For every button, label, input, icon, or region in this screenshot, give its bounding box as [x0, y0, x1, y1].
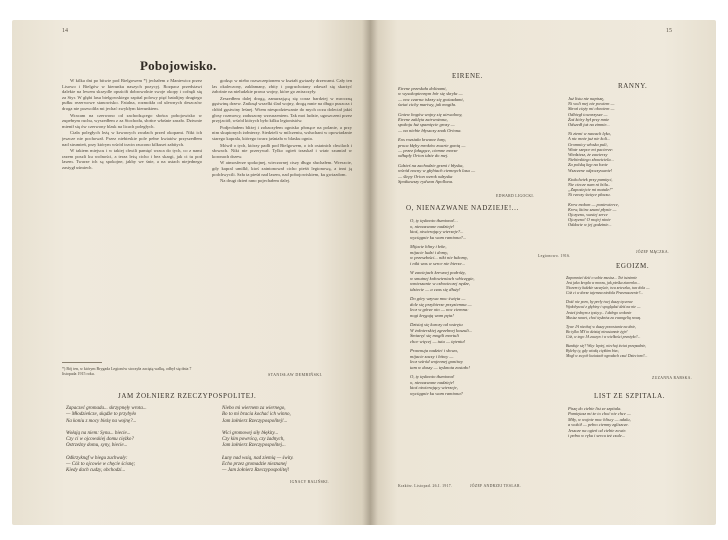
book-gutter	[362, 20, 378, 525]
article-paragraph: W kilka dni po bitwie pod Bielgowem *) jechałem z Maniewicz przez Lisowo i Bielgów w kierunku naszych pozycyj. Rozpacz przedstawi dalekie na lewem skrzydle opuściłi dobrowolnie swoje okopy i cofnęli się za Styr. W głębi lasu bielgowskiego szpital polowy pięć batalijny drugiego pułku rezerwowe stanowisko. Fatalna, rozmokła od ulewnych deszczów droga nie pozwoliła mi jechać zwykłym kierunkiem.	[62, 78, 202, 111]
verse-line: w wysokopiennym bór się skryła —	[398, 91, 463, 97]
poem-title: JAM ŻOŁNIERZ RZECZYPOSPOLITEJ.	[118, 392, 257, 400]
verse-line: Dość nie poro, by perły twej duszy tęczowe	[566, 300, 633, 305]
ranny-verse	[568, 96, 619, 228]
verse-line: lecz w górze oto — noc ciemna:	[410, 307, 469, 312]
verse-line: — noc czarna iskrzy się gwiazdami,	[398, 96, 464, 102]
verse-line: proca kłęby mroków zwarte gonią —	[398, 142, 466, 148]
verse-line: Wiatr szepce mi pacierze:	[568, 146, 614, 152]
verse-line: o, nienazwane nadzieje!	[410, 379, 455, 385]
verse-line: wyciągnie ku wam ramiona?...	[410, 234, 467, 240]
verse-line: mijacie ludzi i domy,	[410, 249, 449, 255]
verse-line: Mijacie bliny i łeke,	[410, 244, 447, 249]
article-column-1	[62, 78, 202, 350]
verse-line: Gromnicy włoska puli,	[568, 141, 608, 147]
verse-line: Zapomnieć dzić o sobie musisz... Też istnienie	[566, 276, 638, 280]
verse-line: Odbiegł towarzysze —	[568, 111, 608, 117]
verse-line: W żołnierskiej zgrzebnej koszuli...	[410, 327, 473, 333]
article-paragraph: Wracam na czerwono od zachodzącego słońca pobojowisko w zupełnym ruchu, wyszedłem z za Stochodu, słońce właśnie zaszło. Dziwnie mienił się ów czerwony blask na licach poległych.	[62, 112, 202, 129]
verse-line: — przez fałagące, ciemne morze	[398, 148, 458, 154]
verse-line: i nikt was w serce nie bierze...	[410, 260, 466, 266]
verse-line: Gdzieś na zachodzie grzmi i błyska,	[398, 162, 464, 168]
list-title: LIST ZE SZPITALA.	[594, 392, 666, 400]
verse-line: Wydobywać z głębiny i spoglądać dziś na nie —	[566, 305, 641, 310]
verse-line: ktoś, otwierający wierzeje?...	[410, 229, 464, 234]
verse-line: Zapaczeć gromada... skrzypnęły wrota...	[66, 406, 147, 411]
verse-line: Ktokolwiek przy pamięci,	[568, 176, 613, 182]
verse-line: a wokół — pełno ciemny zgliszcze.	[568, 422, 629, 428]
verse-line: Ojczyzno! O mojej ninie	[568, 217, 611, 223]
verse-line: Wszczene odpoczywanie!	[568, 167, 613, 173]
verse-line: Skroń cięży mi ołowiem —	[568, 106, 615, 112]
verse-line: Łuny nad wsią, nad ziemią — świty.	[222, 455, 294, 461]
article-paragraph: W takiem miejscu i w takiej chwili pamięć wraca do tych, co z nami razem poszli ku wolności, a teraz leżą cicho i bez skargi, jak ci tu pod lasem. Twarze ich są spokojne, jakby we śnie, a na ustach niejednego zastygł uśmiech.	[62, 148, 202, 170]
poem-signature: IGNACY BALIŃSKI.	[290, 480, 330, 484]
nienazwane-title: O, NIENAZWANE NADZIEJE!...	[406, 204, 519, 212]
verse-line: Miły, w wojnie moc bliscy — adalu,	[568, 416, 631, 422]
verse-line: Gniew bogów wojny się utrwalony,	[398, 111, 463, 117]
verse-line: wmieszanie w człowieczej nędze,	[410, 281, 471, 286]
verse-line: nogi kręgują wam pęta!	[410, 312, 454, 318]
verse-line: Eirene zaklęta zatrwożona,	[398, 117, 448, 123]
article-paragraph: Ciała poległych leżą w krwawych zwałach przed okopami. Nikt ich jeszcze nie pochował. Przez niebieskie pole pełne kwiatów przyszedłem nad strumień, przy którym wśród trzcin rzucono kilkuset zabitych.	[62, 130, 202, 147]
verse-line: A nic mnie już nie koli...	[568, 136, 611, 142]
article-paragraph: Zeszedłem dalej drogą, zanurzającą się coraz bardziej w mroczną gęstwinę drzew. Zniknął wszelki ślad wojny, drogą mnie na długo puszcza i chłód gęstwiny leśnej. Wtem niespodziewanie do mych oczu doleciał jakiś głosy rozmowy, zaduszony wzruszeniem. Tak moi ludzie, ugoszczeni przez przyjaciół, wśród których było kilku legionistów.	[212, 95, 352, 124]
poem-column-1	[66, 406, 147, 475]
verse-line: — Młodzieńcze, skądże to przybyło	[66, 412, 137, 418]
article-paragraph: godząc w niebo rozszczepionem w kształt gwiazdy drzewami. Cały ten las okaleczony, zakłamany, zbity i pogruchotany zdawał się skarżyć żałośnie na nieludzkie prawa wojny, które go zniszczyły.	[212, 78, 352, 95]
verse-line: Śmiaręć się mogili mortuli	[410, 333, 459, 338]
verse-line: Jest jako kropla w morzu, jak pieśka ziarenko...	[566, 281, 640, 286]
verse-line: „Zaposiejcie mi matule!”	[568, 187, 614, 193]
verse-line: Jeszcze na ogień od ciebie zowie.	[568, 427, 627, 433]
ranny-title: RANNY.	[618, 82, 648, 90]
ranny-signature: JÓZEF MĄCZKA.	[636, 250, 670, 254]
verse-line: W zawiejach krewnej podróży,	[410, 270, 466, 275]
verse-line: Bo to mi bracia kochać ich winno,	[222, 412, 291, 418]
verse-line: spokoju łuż spamięcie grozy —	[398, 122, 455, 128]
verse-line: Jesteś jednym z tysięcy... I dałego wołanie	[566, 310, 632, 315]
nienazwane-place-date: Kraków. Listopad. 26.I. 1917.	[398, 484, 453, 488]
article-title: Pobojowisko.	[140, 58, 217, 73]
verse-line: Jam żołnierz Rzeczypospolitej!...	[222, 418, 288, 424]
verse-line: O, ty tęsknoto tłumiona!	[410, 374, 455, 379]
verse-line: Do góry wzywa moc święta —	[410, 296, 466, 301]
verse-line: Byleby ty, gdy wiodą ciężkim biec,	[566, 349, 620, 354]
verse-line: Oddacie w jej godzinie...	[568, 222, 612, 228]
verse-line: Ni woli mej nie powiem —	[568, 101, 615, 107]
footnote-rule	[62, 362, 102, 363]
verse-line: Na koniu z mocy bieżę na wojnę?...	[66, 418, 137, 424]
verse-line: odłupły Orion idzie do mej.	[398, 153, 449, 159]
verse-line: Prawnuja nadziei i słowa,	[410, 348, 458, 353]
verse-line: idziecie — a czas się dłuży!	[410, 286, 461, 292]
article-paragraph: Podjechałem bliżej i zobaczyłem ognisko płonące na polanie, a przy nim skupionych żołnierzy. Siedzieli w milczeniu, wsłuchani w opowiadanie starego kaprala, którego twarz jaśniała w blasku ognia.	[212, 124, 352, 141]
verse-line: Cóż, w tego JA zaczyn i w wielkości przeżyła?...	[566, 334, 641, 339]
verse-line: wyciągnie ku wam ramiona?	[410, 390, 463, 396]
eirene-verse	[398, 86, 475, 185]
nienazwane-verse	[410, 218, 475, 396]
verse-line: Niczem ty ludzkie szczęście, twa zeteczka, twa dola —	[566, 286, 650, 291]
footnote: *) Bój ten, w którym Brygada Legionów stoczyła zaciętą walkę, odbył się dnia 7 listopada 1915 roku.	[62, 366, 192, 376]
verse-line: Odszedł już na zimnie...	[568, 122, 610, 128]
verse-line: Bo tylko MY to dzisiaj nieustannie żyje!	[566, 329, 628, 334]
verse-line: Mogł w swych kwiatach ogrodach czuć Dzieciom?...	[566, 354, 648, 359]
verse-line: Odkrzyknąf w biegu zuchwały:	[66, 455, 128, 461]
verse-line: Piszę do ciebie list ze szpitala.	[568, 406, 622, 411]
verse-line: tam w duszy — tęsknota zostało!	[410, 364, 470, 370]
article-paragraph: Mówił o tych, którzy padli pod Bielgowem, o ich ostatnich chwilach i słowach. Nikt nie przerywał. Tylko ogień trzaskał i wiatr szumiał w koronach drzew.	[212, 142, 352, 159]
verse-line: ktoś otwierający wierzeje,	[410, 385, 458, 390]
verse-line: Spotkawszy rydwan Apollona.	[398, 179, 454, 185]
verse-line: Ni rzeczy święce płaczu.	[568, 192, 611, 198]
ranny-place-date: Legionowo. 1916.	[538, 254, 571, 258]
list-verse	[568, 406, 631, 438]
verse-line: w przeszłości... nikt nie łukomy,	[410, 255, 468, 260]
verse-line: Jam żołnierz Rzeczypospolitej...	[222, 443, 286, 449]
verse-line: chce więcej — tutu — tętentu!	[410, 338, 466, 344]
verse-line: Tywe JA niechaj w duszy pooostanie na dnie,	[566, 324, 637, 329]
verse-line: Wici gromowej siły błękity...	[222, 430, 279, 436]
verse-line: Nie ciecze nam ni bólu..	[568, 182, 611, 188]
verse-line: dole się przybierze przyziemna —	[410, 301, 472, 307]
verse-line: Niebieskiego zbawiciela...	[568, 157, 614, 163]
article-paragraph: W atmosferze spokojnej, wieczornej ciszy długo słuchałem. Wreszcie, gdy kapral umilkł, ktoś zaintonował cicho pieśń legionową, a inni ją podchwycili. Szła ta pieśń nad lasem, nad pobojowiskiem, ku gwiazdom.	[212, 160, 352, 177]
egoizm-title: EGOIZM.	[616, 262, 650, 270]
verse-line: Cóż ci w dorze tajemna niedola Przeznaczenie?...	[566, 291, 644, 296]
poem-column-2	[222, 406, 294, 475]
verse-line: Ni ziemi w nawach lęka,	[568, 131, 611, 137]
verse-line: mijacie zaczy i bitwy —	[410, 353, 454, 359]
article-column-2	[212, 78, 352, 368]
verse-line: wśród nocny w głębiach ciemnych lasu —	[398, 168, 476, 174]
verse-line: Kiedy dach cudzy, obchodzi...	[66, 468, 126, 474]
verse-line: Żaś który był przy mnie	[568, 116, 610, 122]
nienazwane-signature: JÓZEF ANDRZEJ TESLAR.	[470, 484, 522, 488]
verse-line: lecz wśród wojennej gonitwy	[410, 359, 463, 364]
verse-line: Czy kim powrócą, czy żadnych,	[222, 437, 285, 443]
verse-line: — Jam żołnierz Rzeczypospolitej!	[222, 468, 290, 474]
verse-line: Niebo mi wiernem za wiernego,	[222, 406, 286, 411]
article-paragraph: Na drugi dzień rano pojechałem dalej.	[220, 178, 291, 184]
verse-line: Eirene przesłała dolinami,	[398, 86, 447, 91]
verse-line: — ślepy Orion wzrok odzyska	[398, 173, 453, 179]
verse-line: Musisz nawet, choć tęsknisz za ewangelią nową.	[566, 315, 642, 320]
verse-line: świat cichy martwy, jak mogiła.	[398, 102, 457, 108]
verse-line: O, ty tęsknoto tłumiona!...	[410, 218, 458, 223]
verse-line: Ojczyzno, wasiej serce	[568, 212, 608, 218]
verse-line: Ostrzeżny domu, syny, biecie...	[66, 443, 128, 449]
left-page-number: 14	[62, 28, 68, 34]
verse-line: Krew mołom — poniewierce,	[568, 201, 619, 207]
verse-line: Eos rozsiała krwawe łuny,	[398, 137, 447, 143]
verse-line: Dzisiaj się kurczy od wstrętu	[410, 322, 463, 327]
verse-line: Wiedziesz, że zawierzy	[568, 152, 608, 158]
verse-line: Już listu nie napiszę,	[568, 96, 605, 101]
verse-line: Pamiętasz mi że to choć nie chce —	[568, 411, 631, 417]
egoizm-signature: ZUZANNA RABSKA.	[652, 376, 692, 380]
verse-line: w smutnej kołowieniach włóczęgie,	[410, 275, 475, 281]
verse-line: — na niebie błyszczy znak Oriona.	[398, 127, 462, 133]
verse-line: Wołają na niem: Synu... biecie...	[66, 430, 131, 436]
verse-line: Bunduje się? Więc lepiej, niechaj świat przepadnie,	[566, 344, 647, 349]
right-page-number: 15	[666, 28, 672, 34]
verse-line: Czy ci w ojcowskiej domu ciężko?	[66, 437, 134, 443]
verse-line: o, nienazwane nadzieje!	[410, 223, 455, 229]
eirene-title: EIRENE.	[452, 72, 483, 80]
article-signature: STANISŁAW DEMBIŃSKI.	[268, 372, 323, 377]
verse-line: — Cóż to ojcowie w chęcie ścisnę;	[66, 462, 136, 468]
egoizm-verse	[566, 276, 650, 359]
verse-line: Za polską kęp na łonie	[568, 162, 608, 168]
verse-line: Echo przez gromadzie nieznanej	[222, 462, 287, 468]
eirene-signature: EDWARD LIGOCKI.	[496, 194, 535, 198]
verse-line: i pełno w ręku i sercu też czule...	[568, 433, 626, 439]
verse-line: Krew, która szumi płynie —	[568, 206, 617, 212]
